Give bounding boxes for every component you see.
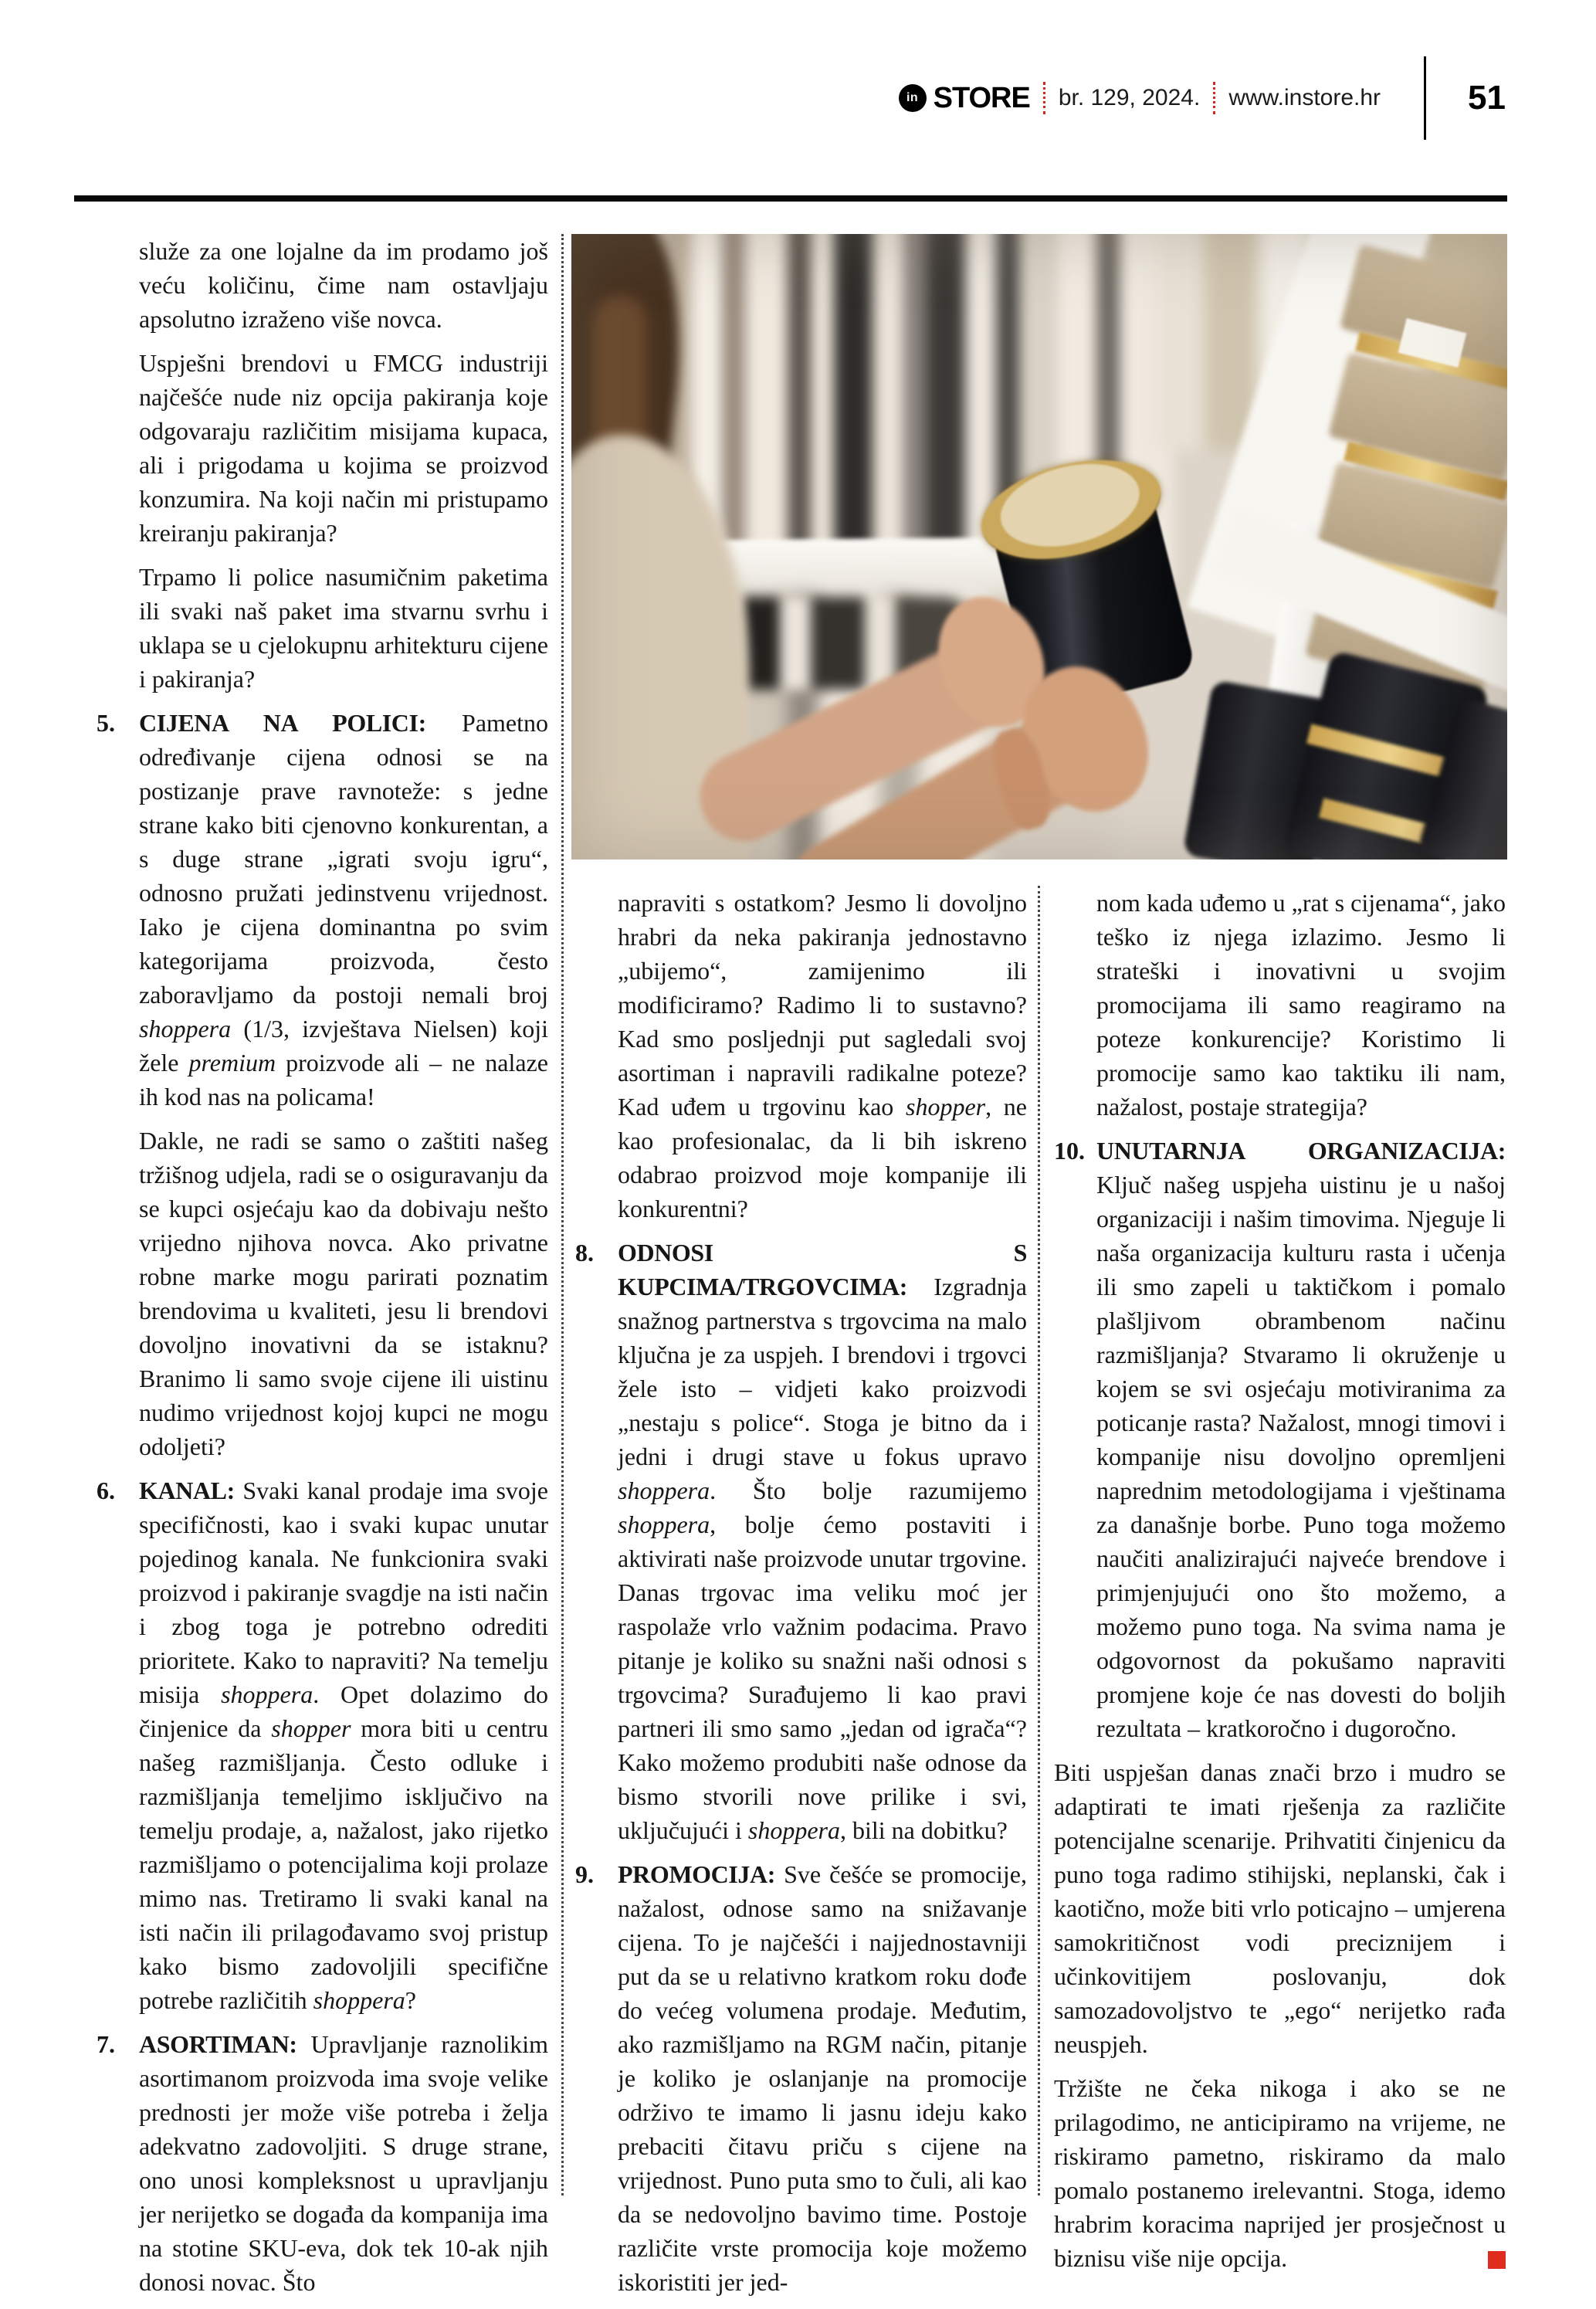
article-column-1: [97, 234, 548, 2309]
instore-logo-text: STORE: [933, 81, 1030, 114]
numbered-list-item: [575, 1236, 1027, 1847]
body-text: , bolje ćemo postaviti i aktivirati naše proizvode unutar trgovine. Danas trgovac ima veliku moć jer raspolaže vrlo važnim podacima. Pravo pitanje je koliko su snažni naši odnosi s trgovcima? Surađujemo li kao pravi partneri ili smo samo „jedan od igrača“? Kako možemo produbiti naše odnose da bismo stvorili nove prilike i svi, uključujući i: [618, 1511, 1027, 1844]
issue-number: br. 129, 2024.: [1058, 85, 1201, 110]
paragraph: [139, 234, 548, 336]
item-body: [139, 1473, 548, 2017]
body-text: napraviti s ostatkom? Jesmo li dovoljno hrabri da neka pakiranja jednostavno „ubijemo“, zamijenimo ili modificiramo? Radimo li to sustavno? Kad smo posljednji put sagledali svoj asortiman i napravili radikalne poteze? Kad uđem u trgovinu kao: [618, 889, 1027, 1121]
item-body: [139, 2027, 548, 2299]
numbered-list-item: [97, 706, 548, 1114]
item-number: 9.: [575, 1860, 594, 1888]
body-text: , bili na dobitku?: [839, 1816, 1008, 1844]
italic-term: premium: [188, 1049, 276, 1077]
item-heading: UNUTARNJA ORGANIZACIJA:: [1096, 1137, 1506, 1165]
body-text: Tržište ne čeka nikoga i ako se ne prilagodimo, ne anticipiramo na vrijeme, ne riskiramo pametno, riskiramo da malo pomalo postanemo irelevantni. Stoga, idemo hrabrim koracima naprijed jer prosječnost u biznisu više nije opcija.: [1054, 2074, 1506, 2272]
body-text: Svaki kanal prodaje ima svoje specifičnosti, kao i svaki kupac unutar pojedinog kanala. Ne funkcionira svaki proizvod i pakiranje svagdje na isti način i zbog toga je potrebno odrediti prioritete. Kako to napraviti? Na temelju misija: [139, 1477, 548, 1708]
item-body: [618, 1857, 1027, 2299]
paragraph: [1096, 886, 1506, 1124]
body-text: nom kada uđemo u „rat s cijenama“, jako teško iz njega izlazimo. Jesmo li strateški i inovativni u svojim promocijama ili samo reagiramo na poteze konkurencije? Koristimo li promocije samo kao taktiku ili nam, nažalost, postaje strategija?: [1096, 889, 1506, 1121]
item-heading: KANAL:: [139, 1477, 235, 1504]
body-text: Trpamo li police nasumičnim paketima ili svaki naš paket ima stvarnu svrhu i uklapa se u cjelokupnu arhitekturu cijene i pakiranja?: [139, 563, 548, 693]
numbered-list-item: [97, 1473, 548, 2017]
paragraph: [1054, 1755, 1506, 2061]
header-dotted-separator: [1043, 82, 1045, 114]
header-rule: [74, 195, 1507, 202]
body-text: Sve češće se promocije, nažalost, odnose samo na snižavanje cijena. To je najčešći i najjednostavniji put da se u relativno kratkom roku dođe do većeg volumena prodaje. Međutim, ako razmišljamo na RGM način, pitanje je koliko je oslanjanje na promocije održivo te imamo li jasnu ideju kako prebaciti čitavu priču s cijene na vrijednost. Puno puta smo to čuli, ali kao da se nedovoljno bavimo time. Postoje različite vrste promocija koje možemo iskoristiti jer jed-: [618, 1860, 1027, 2296]
body-text: služe za one lojalne da im prodamo još veću količinu, čime nam ostavljaju apsolutno izraženo više novca.: [139, 237, 548, 333]
article-column-2: [575, 886, 1027, 2309]
body-text: Upravljanje raznolikim asortimanom proizvoda ima svoje velike prednosti jer može više potreba i želja adekvatno zadovoljiti. S druge strane, ono unosi kompleksnost u upravljanju jer nerijetko se događa da kompanija ima na stotine SKU-eva, dok tek 10-ak njih donosi novac. Što: [139, 2030, 548, 2296]
italic-term: shoppera: [221, 1680, 313, 1708]
item-heading: ASORTIMAN:: [139, 2030, 297, 2058]
store-shelf-photo: [571, 234, 1507, 860]
italic-term: shoppera: [313, 1986, 405, 2014]
page-header: [0, 48, 1506, 148]
item-number: 7.: [97, 2030, 115, 2058]
header-vertical-bar: [1424, 56, 1426, 140]
body-text: Uspješni brendovi u FMCG industriji najčešće nude niz opcija pakiranja koje odgovaraju različitim misijama kupaca, ali i prigodama u kojima se proizvod konzumira. Na koji način mi pristupamo kreiranju pakiranja?: [139, 349, 548, 547]
body-text: . Što bolje razumijemo: [710, 1477, 1027, 1504]
italic-term: shoppera: [618, 1511, 710, 1538]
body-text: proizvode ali – ne nalaze ih kod nas na policama!: [139, 1049, 549, 1110]
item-heading: PROMOCIJA:: [618, 1860, 775, 1888]
body-text: (1/3, izvještava Nielsen) koji žele: [139, 1015, 548, 1077]
article-end-mark: [1488, 2251, 1506, 2269]
body-text: Ključ našeg uspjeha uistinu je u našoj organizaciji i našim timovima. Njeguje li naša organizacija kulturu rasta i učenja ili smo zapeli u taktičkom i pomalo plašljivom obrambenom načinu razmišljanja? Stvaramo li okruženje u kojem se svi osjećaju motiviranima za poticanje rasta? Nažalost, mnogi timovi i kompanije nisu dovoljno opremljeni naprednim metodologijama i vještinama za današnje borbe. Puno toga možemo naučiti analizirajući najveće brendove i primjenjujući ono što možemo, a možemo puno toga. Na svima nama je odgovornost da pokušamo napraviti promjene koje će nas dovesti do boljih rezultata – kratkoročno i dugoročno.: [1096, 1171, 1506, 1742]
body-text: Biti uspješan danas znači brzo i mudro se adaptirati te imati rješenja za različite potencijalne scenarije. Prihvatiti činjenicu da puno toga radimo stihijski, neplanski, čak i kaotično, može biti vrlo poticajno – umjerena samokritičnost vodi preciznijem i učinkovitijem poslovanju, dok samozadovoljstvo te „ego“ nerijetko rađa neuspjeh.: [1054, 1758, 1506, 2058]
item-body: [618, 1236, 1027, 1847]
item-number: 6.: [97, 1477, 115, 1504]
item-heading: ODNOSI S KUPCIMA/TRGOVCIMA:: [618, 1239, 1027, 1300]
header-dotted-separator: [1213, 82, 1215, 114]
paragraph: [139, 560, 548, 696]
item-heading: CIJENA NA POLICI:: [139, 709, 426, 737]
paragraph: [1054, 2071, 1506, 2275]
column-separator: [561, 234, 564, 2195]
paragraph: [139, 346, 548, 550]
italic-term: shoppera: [747, 1816, 840, 1844]
italic-term: shoppera: [618, 1477, 710, 1504]
photo-vignette: [571, 234, 1507, 860]
italic-term: shoppera: [139, 1015, 232, 1043]
instore-logo-icon: in: [899, 84, 927, 112]
italic-term: shopper: [905, 1093, 986, 1121]
paragraph: [618, 886, 1027, 1226]
numbered-list-item: [97, 2027, 548, 2299]
numbered-list-item: [575, 1857, 1027, 2299]
numbered-list-item: [1054, 1134, 1506, 1745]
body-text: Pametno određivanje cijena odnosi se na postizanje prave ravnoteže: s jedne strane kako biti cjenovno konkurentan, a s duge strane „igrati svoju igru“, odnosno pružati jedinstvenu vrijednost. Iako je cijena dominantna po svim kategorijama proizvoda, često zaboravljamo da postoji nemali broj: [139, 709, 549, 1009]
body-text: Dakle, ne radi se samo o zaštiti našeg tržišnog udjela, radi se o osiguravanju da se kupci osjećaju kao da dobivaju nešto vrijedno njihova novca. Ako privatne robne marke mogu parirati poznatim brendovima u kvaliteti, jesu li brendovi dovoljno inovativni da se istaknu? Branimo li samo svoje cijene ili uistinu nudimo vrijednost kojoj kupci ne mogu odoljeti?: [139, 1127, 548, 1460]
item-body: [139, 706, 548, 1114]
body-text: . Opet dolazimo do činjenice da: [139, 1680, 549, 1742]
body-text: , ne kao profesionalac, da li bih iskreno odabrao proizvod moje kompanije ili konkurentni?: [618, 1093, 1027, 1222]
body-text: ?: [405, 1986, 416, 2014]
item-number: 5.: [97, 709, 115, 737]
column-separator: [1038, 886, 1040, 2195]
item-number: 8.: [575, 1239, 594, 1266]
body-text: Izgradnja snažnog partnerstva s trgovcima na malo ključna je za uspjeh. I brendovi i trgovci žele isto – vidjeti kako proizvodi „nestaju s police“. Stoga je bitno da i jedni i drugi stave u fokus upravo: [618, 1273, 1027, 1470]
article-column-3: [1054, 886, 1506, 2285]
body-text: mora biti u centru našeg razmišljanja. Često odluke i razmišljanja temeljimo isključivo na temelju prodaje, a, nažalost, jako rijetko razmišljamo o potencijalima koji prolaze mimo nas. Tretiramo li svaki kanal na isti način ili prilagođavamo svoj pristup kako bismo zadovoljili specifične potrebe različitih: [139, 1714, 548, 2014]
page-number: 51: [1468, 79, 1506, 117]
website-url: www.instore.hr: [1228, 85, 1381, 110]
italic-term: shopper: [271, 1714, 351, 1742]
item-number: 10.: [1054, 1137, 1085, 1165]
item-body: [1096, 1134, 1506, 1745]
paragraph: [139, 1124, 548, 1463]
